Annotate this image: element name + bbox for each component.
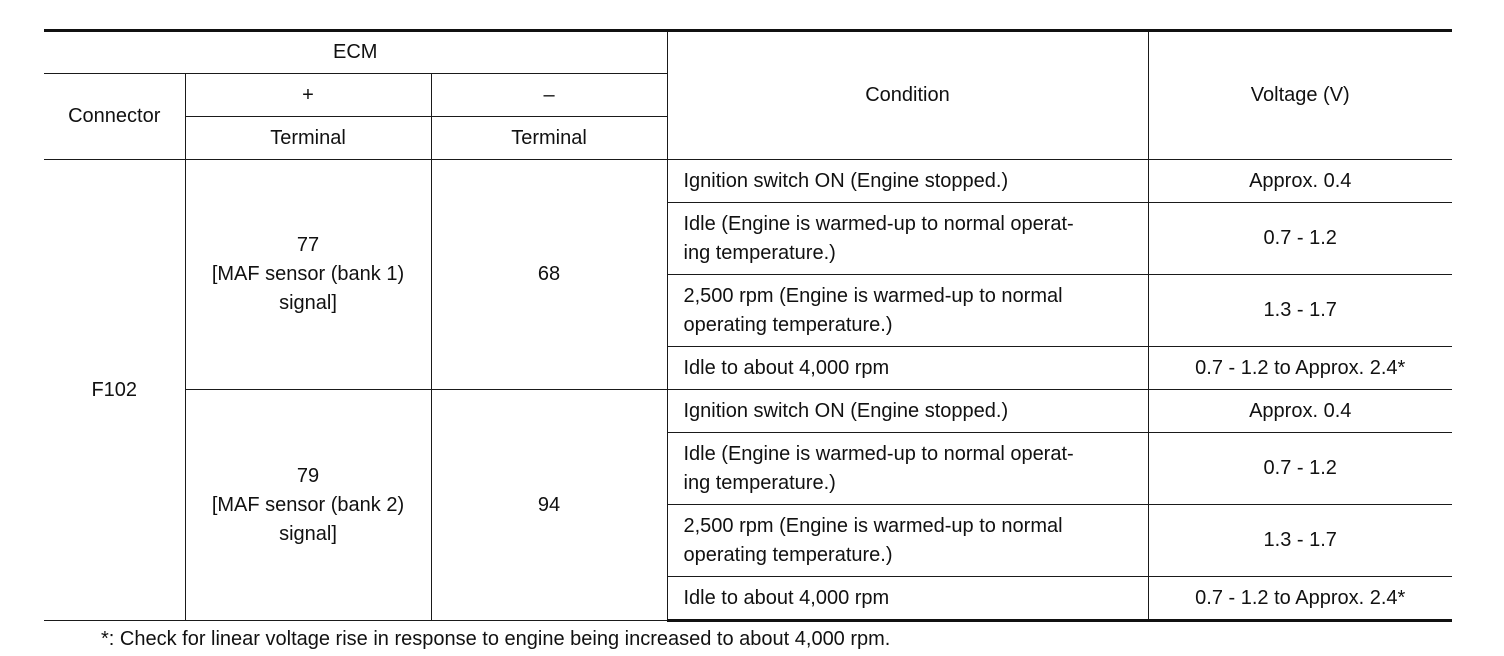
condition-cell: Ignition switch ON (Engine stopped.) xyxy=(667,160,1148,203)
header-minus: – xyxy=(431,74,667,117)
header-ecm: ECM xyxy=(44,31,667,74)
voltage-cell: Approx. 0.4 xyxy=(1148,390,1452,433)
terminal-plus-cell xyxy=(185,390,431,621)
condition-line: operating temperature.) xyxy=(683,543,893,566)
terminal-minus-cell: 68 xyxy=(431,160,667,390)
footnote: *: Check for linear voltage rise in response to engine being increased to about 4,000 rpm. xyxy=(101,628,891,650)
header-terminal-plus: Terminal xyxy=(185,117,431,160)
ecm-terminal-voltage-table xyxy=(44,29,1452,622)
terminal-plus-number: 77 xyxy=(296,234,320,256)
voltage-cell: 1.3 - 1.7 xyxy=(1148,275,1452,347)
terminal-minus-cell: 94 xyxy=(431,390,667,621)
condition-cell xyxy=(667,203,1148,275)
terminal-plus-desc-line: signal] xyxy=(279,292,337,314)
terminal-plus-desc-line: signal] xyxy=(279,522,337,545)
terminal-plus-desc-line: [MAF sensor (bank 2) xyxy=(211,493,405,516)
condition-cell xyxy=(667,275,1148,347)
header-terminal-minus: Terminal xyxy=(431,117,667,160)
table-row xyxy=(44,160,1452,203)
condition-cell: Ignition switch ON (Engine stopped.) xyxy=(667,390,1148,433)
condition-cell: Idle to about 4,000 rpm xyxy=(667,347,1148,390)
voltage-cell: 0.7 - 1.2 xyxy=(1148,433,1452,505)
header-row-ecm xyxy=(44,31,1452,74)
condition-line: 2,500 rpm (Engine is warmed-up to normal xyxy=(683,284,1063,307)
voltage-cell: 0.7 - 1.2 xyxy=(1148,203,1452,275)
header-voltage: Voltage (V) xyxy=(1148,31,1452,160)
voltage-cell: 0.7 - 1.2 to Approx. 2.4* xyxy=(1148,577,1452,621)
voltage-cell: 0.7 - 1.2 to Approx. 2.4* xyxy=(1148,347,1452,390)
connector-cell: F102 xyxy=(44,160,185,621)
voltage-cell: 1.3 - 1.7 xyxy=(1148,505,1452,577)
condition-cell: Idle to about 4,000 rpm xyxy=(667,577,1148,621)
table-row xyxy=(44,390,1452,433)
header-connector: Connector xyxy=(44,74,185,160)
header-plus: + xyxy=(185,74,431,117)
condition-line: Idle (Engine is warmed-up to normal operat- xyxy=(683,442,1074,465)
condition-line: ing temperature.) xyxy=(683,471,836,494)
voltage-cell: Approx. 0.4 xyxy=(1148,160,1452,203)
terminal-plus-cell xyxy=(185,160,431,390)
condition-line: operating temperature.) xyxy=(683,313,893,336)
terminal-plus-desc-line: [MAF sensor (bank 1) xyxy=(211,263,405,285)
terminal-plus-number: 79 xyxy=(296,464,320,487)
condition-cell xyxy=(667,505,1148,577)
header-condition: Condition xyxy=(667,31,1148,160)
condition-line: ing temperature.) xyxy=(683,241,836,264)
condition-line: 2,500 rpm (Engine is warmed-up to normal xyxy=(683,514,1063,537)
condition-cell xyxy=(667,433,1148,505)
condition-line: Idle (Engine is warmed-up to normal operat- xyxy=(683,212,1074,235)
